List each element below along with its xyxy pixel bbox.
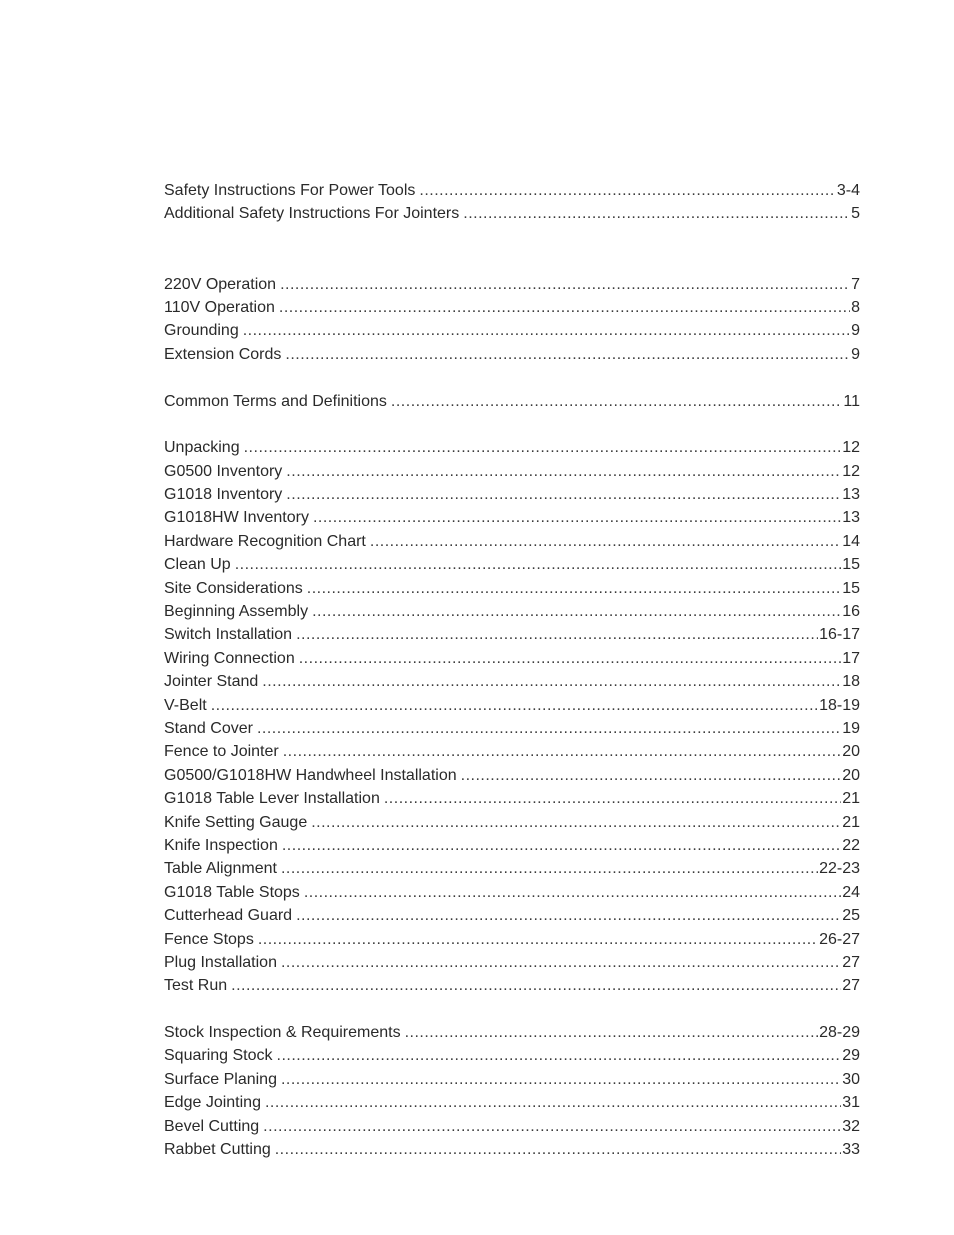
toc-entry-page-number: 3-4 [836, 182, 860, 199]
toc-entry-title: Grounding [164, 322, 239, 340]
dot-leader [313, 506, 841, 529]
toc-entry[interactable] [164, 1138, 860, 1161]
toc-section [164, 390, 860, 413]
toc-entry-page-number: 27 [842, 953, 860, 971]
toc-entry[interactable] [164, 670, 860, 693]
toc-entry[interactable] [164, 460, 860, 483]
toc-entry[interactable] [164, 319, 860, 342]
table-of-contents [164, 179, 860, 1161]
toc-entry-title: Test Run [164, 977, 228, 995]
dot-leader [296, 623, 818, 646]
toc-entry[interactable] [164, 436, 860, 459]
toc-entry[interactable] [164, 577, 860, 600]
toc-entry-title: Table Alignment [164, 860, 277, 878]
toc-entry-page-number: 33 [842, 1141, 860, 1159]
toc-entry-title: Knife Setting Gauge [164, 813, 308, 831]
toc-entry-page-number: 21 [842, 813, 860, 831]
dot-leader [244, 436, 842, 459]
toc-entry-title: Unpacking [164, 439, 240, 457]
toc-entry[interactable] [164, 740, 860, 763]
toc-entry[interactable] [164, 600, 860, 623]
toc-entry-page-number: 24 [842, 883, 860, 901]
toc-entry-page-number: 30 [842, 1070, 860, 1088]
dot-leader [275, 1138, 841, 1161]
toc-entry-title: Clean Up [164, 556, 231, 574]
dot-leader [461, 764, 842, 787]
toc-entry[interactable] [164, 647, 860, 670]
toc-entry-page-number: 17 [842, 649, 860, 667]
toc-entry-page-number: 26-27 [819, 930, 860, 948]
toc-entry[interactable] [164, 1115, 860, 1138]
toc-entry[interactable] [164, 390, 860, 413]
toc-entry-page-number: 11 [843, 392, 860, 410]
toc-entry-page-number: 9 [851, 345, 860, 363]
toc-section [164, 273, 860, 367]
dot-leader [419, 179, 836, 202]
toc-entry[interactable] [164, 974, 860, 997]
toc-entry[interactable] [164, 857, 860, 880]
toc-entry-page-number: 7 [851, 275, 860, 293]
toc-entry-title: Knife Inspection [164, 836, 278, 854]
toc-entry-title: Safety Instructions For Power Tools [164, 182, 416, 199]
toc-entry-title: G0500/G1018HW Handwheel Installation [164, 766, 457, 784]
dot-leader [283, 740, 841, 763]
dot-leader [265, 1091, 841, 1114]
dot-leader [307, 577, 841, 600]
toc-entry[interactable] [164, 553, 860, 576]
dot-leader [231, 974, 841, 997]
toc-entry-title: Additional Safety Instructions For Jointers [164, 205, 460, 223]
dot-leader [299, 647, 841, 670]
toc-entry[interactable] [164, 811, 860, 834]
toc-entry-page-number: 25 [842, 907, 860, 925]
toc-entry[interactable] [164, 202, 860, 225]
toc-entry-page-number: 15 [842, 556, 860, 574]
toc-entry-title: Edge Jointing [164, 1094, 261, 1112]
toc-entry-title: Stand Cover [164, 720, 253, 737]
toc-section [164, 1021, 860, 1161]
toc-entry-page-number: 15 [842, 579, 860, 597]
toc-entry[interactable] [164, 764, 860, 787]
dot-leader [391, 390, 842, 413]
toc-entry-page-number: 22-23 [819, 860, 860, 878]
toc-entry-title: Cutterhead Guard [164, 907, 293, 925]
toc-entry-title: Extension Cords [164, 345, 282, 363]
toc-entry[interactable] [164, 1091, 860, 1114]
toc-entry-page-number: 19 [842, 720, 860, 737]
toc-entry-title: Switch Installation [164, 626, 293, 644]
dot-leader [463, 202, 850, 225]
toc-entry-page-number: 21 [842, 790, 860, 808]
toc-entry-title: Site Considerations [164, 579, 303, 597]
dot-leader [263, 1115, 841, 1138]
dot-leader [281, 857, 818, 880]
dot-leader [304, 881, 841, 904]
dot-leader [282, 834, 841, 857]
toc-entry[interactable] [164, 1021, 860, 1044]
toc-entry[interactable] [164, 1044, 860, 1067]
toc-entry-page-number: 12 [842, 462, 860, 480]
toc-entry-page-number: 9 [851, 322, 860, 340]
toc-entry-title: Stock Inspection & Requirements [164, 1024, 401, 1042]
toc-entry[interactable] [164, 787, 860, 810]
toc-entry[interactable] [164, 717, 860, 740]
toc-entry-title: Bevel Cutting [164, 1117, 260, 1135]
toc-entry-page-number: 14 [842, 532, 860, 550]
dot-leader [258, 928, 818, 951]
toc-entry[interactable] [164, 623, 860, 646]
dot-leader [405, 1021, 819, 1044]
dot-leader [311, 811, 841, 834]
toc-entry-page-number: 16-17 [819, 626, 860, 644]
toc-entry-title: Beginning Assembly [164, 603, 309, 621]
toc-entry-page-number: 27 [842, 977, 860, 995]
toc-entry[interactable] [164, 179, 860, 202]
toc-entry-page-number: 20 [842, 766, 860, 784]
toc-entry[interactable] [164, 343, 860, 366]
dot-leader [296, 904, 841, 927]
toc-entry[interactable] [164, 530, 860, 553]
toc-entry-title: 110V Operation [164, 298, 275, 316]
dot-leader [286, 483, 841, 506]
toc-section [164, 436, 860, 997]
toc-entry[interactable] [164, 1068, 860, 1091]
toc-entry-title: G1018 Table Lever Installation [164, 790, 380, 808]
dot-leader [243, 319, 850, 342]
toc-entry-title: V-Belt [164, 696, 207, 714]
toc-entry-title: G1018 Table Stops [164, 883, 300, 901]
dot-leader [285, 343, 850, 366]
toc-entry[interactable] [164, 881, 860, 904]
dot-leader [235, 553, 842, 576]
toc-entry-title: Wiring Connection [164, 649, 295, 667]
toc-entry-page-number: 16 [842, 603, 860, 621]
toc-entry-page-number: 29 [842, 1047, 860, 1065]
dot-leader [281, 951, 841, 974]
toc-entry-page-number: 28-29 [819, 1024, 860, 1042]
toc-entry[interactable] [164, 296, 860, 319]
toc-entry-page-number: 20 [842, 743, 860, 761]
toc-entry-page-number: 22 [842, 836, 860, 854]
dot-leader [262, 670, 841, 693]
toc-entry[interactable] [164, 506, 860, 529]
toc-entry[interactable] [164, 834, 860, 857]
dot-leader [211, 694, 818, 717]
dot-leader [279, 296, 850, 319]
toc-entry-page-number: 31 [842, 1094, 860, 1112]
toc-entry-title: G1018HW Inventory [164, 509, 309, 527]
toc-entry-title: 220V Operation [164, 275, 277, 293]
toc-entry-title: Fence Stops [164, 930, 254, 948]
toc-entry-title: Hardware Recognition Chart [164, 532, 366, 550]
toc-entry-page-number: 13 [842, 486, 860, 504]
toc-entry[interactable] [164, 483, 860, 506]
toc-entry-title: G0500 Inventory [164, 462, 283, 480]
toc-entry[interactable] [164, 694, 860, 717]
dot-leader [277, 1044, 842, 1067]
dot-leader [281, 1068, 841, 1091]
toc-entry-page-number: 13 [842, 509, 860, 527]
toc-entry-title: Fence to Jointer [164, 743, 279, 761]
toc-entry-title: Squaring Stock [164, 1047, 273, 1065]
dot-leader [312, 600, 841, 623]
toc-entry-title: Common Terms and Definitions [164, 392, 387, 410]
toc-entry-title: G1018 Inventory [164, 486, 283, 504]
dot-leader [286, 460, 841, 483]
toc-entry[interactable] [164, 273, 860, 296]
toc-entry-page-number: 12 [842, 439, 860, 457]
toc-section [164, 179, 860, 226]
toc-entry-page-number: 5 [851, 205, 860, 223]
toc-entry-title: Plug Installation [164, 953, 277, 971]
dot-leader [370, 530, 841, 553]
toc-entry-title: Rabbet Cutting [164, 1141, 271, 1159]
dot-leader [257, 717, 841, 740]
toc-entry-title: Jointer Stand [164, 673, 259, 691]
toc-entry-title: Surface Planing [164, 1070, 277, 1088]
dot-leader [280, 273, 850, 296]
toc-entry[interactable] [164, 928, 860, 951]
toc-entry-page-number: 18-19 [819, 696, 860, 714]
toc-entry[interactable] [164, 904, 860, 927]
dot-leader [384, 787, 841, 810]
toc-entry[interactable] [164, 951, 860, 974]
toc-entry-page-number: 18 [842, 673, 860, 691]
toc-entry-page-number: 8 [851, 298, 860, 316]
toc-entry-page-number: 32 [842, 1117, 860, 1135]
